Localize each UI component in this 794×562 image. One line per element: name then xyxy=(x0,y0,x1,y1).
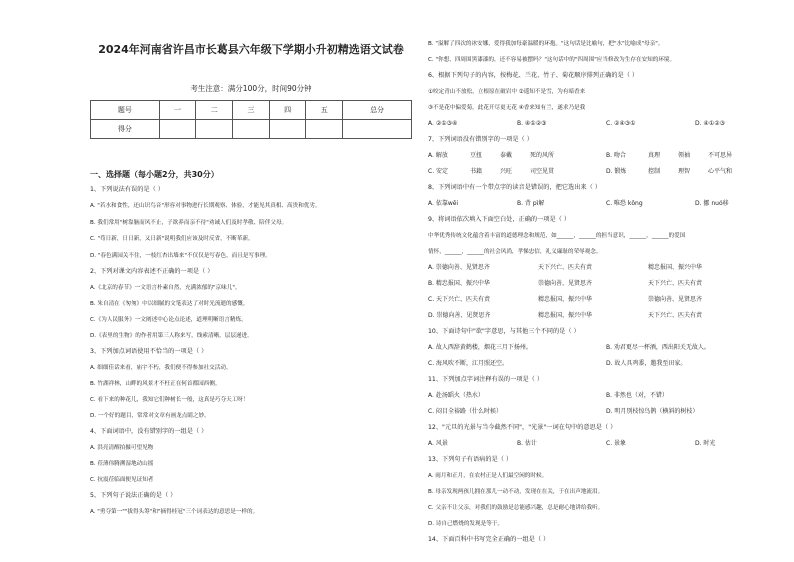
option-line: C. "你想，四周围黑漆漆的，还不容易被摆吗？"这句话中的"四周围"应当修改为生存在安知的环境。 xyxy=(428,57,676,63)
option-word: 精忠报国、振兴中华 xyxy=(538,312,593,319)
score-blank-cell xyxy=(196,120,233,139)
option-word: 控制 xyxy=(648,168,661,175)
question-line: 10、下面诗句中"欲"字意思，与其他三个不同的是（ ） xyxy=(428,328,580,335)
score-cell: 二 xyxy=(196,101,233,120)
option: A. 依靠wēi xyxy=(428,200,459,207)
q9-options-row xyxy=(428,296,784,304)
option: C. ②④③① xyxy=(606,120,636,127)
option-line: D. 诗自己燃烧的发现是等于。 xyxy=(428,521,503,527)
option: A. 故人西辞黄鹤楼，烟花三月下扬州。 xyxy=(428,344,532,351)
question-line: 8、下列词语中有一个带点字的读音是错误的，把它选出来（ ） xyxy=(428,184,601,191)
score-table-score-row xyxy=(91,120,412,139)
option-word: 真理 xyxy=(648,152,661,159)
score-cell: 三 xyxy=(233,101,270,120)
option: B. 劝君更尽一杯酒，西出阳关无故人。 xyxy=(606,344,710,351)
option: B. 精忠报国、振兴中华 xyxy=(428,280,490,287)
question-line: 1、下列说法有误的是（ ） xyxy=(90,186,164,193)
score-blank-cell xyxy=(306,120,343,139)
exam-title: 2024年河南省许昌市长葛县六年级下学期小升初精选语文试卷 xyxy=(98,43,404,56)
question-line: 7、下列词语没有错别字的一项是（ ） xyxy=(428,136,533,143)
option-line: C. 父亲不让父亲，对我们的鼓励是总能感兴趣，总是耐心地讲给我听。 xyxy=(428,505,604,511)
option: B. 估计 xyxy=(517,440,537,447)
q7-options-row xyxy=(428,152,784,160)
q9-options-row xyxy=(428,280,784,288)
question-line: 2、下列对课文内容表述不正确的一项是（ ） xyxy=(90,268,214,275)
q6-options xyxy=(428,120,784,128)
option-line: A. 洪亮清醒拍摄可望见物 xyxy=(90,445,154,451)
q11-options-row xyxy=(428,408,784,416)
score-blank-cell xyxy=(233,120,270,139)
option-word: 司空见贯 xyxy=(530,168,555,175)
option-word: 泰戴 xyxy=(500,152,513,159)
option: C. 唯恐 kǒng xyxy=(606,200,643,207)
exam-notice: 考生注意：满分100分，时间90分钟 xyxy=(190,84,312,93)
option-word: 崇德向善、见贤思齐 xyxy=(648,296,703,303)
section-heading: 一、选择题（每小题2分，共30分） xyxy=(90,170,219,179)
question-line: 14、下面百科中书写完全正确的一组是（ ） xyxy=(428,536,550,543)
option: A. 风景 xyxy=(428,440,448,447)
score-table-header-row xyxy=(91,101,412,120)
option: B. ④①②③ xyxy=(517,120,547,127)
option: A. 赴汤蹈火（热水） xyxy=(428,392,484,399)
q7-options-row xyxy=(428,168,784,176)
option-word: 天下兴亡、匹夫有责 xyxy=(648,312,703,319)
option-word: 兴旺 xyxy=(500,168,513,175)
option: D. 时光 xyxy=(695,440,716,447)
option-line: B. 朱自清在《匆匆》中以细腻的文笔表达了对时光流逝的感慨。 xyxy=(90,301,249,307)
option-word: 死的风所 xyxy=(530,152,555,159)
option-word: 书籍 xyxy=(470,168,483,175)
option: D. 崇德向善、见贤思齐 xyxy=(428,312,491,319)
question-line: 4、下面词语中，没有错别字的一组是（ ） xyxy=(90,428,208,435)
option-word: 崇德向善、见贤思齐 xyxy=(538,280,593,287)
option-line: C. 看下来的种花儿，我知它们种树长一般，这真是巧夺天工呀！ xyxy=(90,397,249,403)
option-line: B. "溢解了四次的冰安娜，爱得我加每豪温暖的环抱。"这句话是比喻句，把"水"比喻成"母亲"。 xyxy=(428,41,664,47)
option-word: 理智 xyxy=(678,168,691,175)
q9-options-row xyxy=(428,264,784,272)
option-line: B. 我们常用"树靠脑而风不止，子欲养而亲不待"劝诫人们及时孝敬、陪伴父母。 xyxy=(90,220,288,226)
score-cell: 一 xyxy=(159,101,196,120)
option-line: A. 细细佳话来看，庙宇不朽，我们便不得参加社交活动。 xyxy=(90,365,232,371)
question-line: 11、下列加点字词注释有误的一项是（ ） xyxy=(428,376,544,383)
score-blank-cell xyxy=(343,120,412,139)
option-word: 心平气和 xyxy=(708,168,733,175)
poem-line: ③不是花中偏爱菊，此花开尽更无花 ④香来知有兰，遂求乃是我 xyxy=(428,105,586,111)
option: D. ④①②③ xyxy=(695,120,725,127)
passage-line: 中华优秀传统文化蕴含着丰富的道德理念和规范，如______，______的担当意识，______，______的爱国 xyxy=(428,233,686,239)
question-line: 3、下列加点词语使用不恰当的一项是（ ） xyxy=(90,348,208,355)
question-line: 6、根据下列句子的内容，按梅花、兰花、竹子、菊花顺序排列正确的是（ ） xyxy=(428,72,639,79)
option-line: A. "若水和食性，还山识鸟音"形容对事物进行长期观察、体验，才能见其真相、高贵和优劣。 xyxy=(90,203,321,209)
q9-options-row xyxy=(428,312,784,320)
option: A. 解放 xyxy=(428,152,448,159)
q11-options-row xyxy=(428,392,784,400)
option: D. 挪 nuó移 xyxy=(695,200,729,207)
option-word: 精忠报国、振兴中华 xyxy=(538,296,593,303)
option: C. 天下兴亡、匹夫有责 xyxy=(428,296,491,303)
question-line: 5、下列句子说法正确的是（ ） xyxy=(90,492,177,499)
question-line: 12、"元旦的光景与当今截然不同"，"光景"一词在句中的意思是（ ） xyxy=(428,424,617,431)
option-line: D. "春色满园关不住，一枝红杏出墙来"不仅仅是写春色，而且是写事理。 xyxy=(90,253,271,259)
option-word: 豆扭 xyxy=(470,152,483,159)
option-line: C.《为人民服务》一文阐述中心论点论述，道理明晰语言精炼。 xyxy=(90,317,247,323)
option-word: 天下兴亡、匹夫有责 xyxy=(648,280,703,287)
option: C. 海风吹不断，江月照还空。 xyxy=(428,360,509,367)
option: C. 景象 xyxy=(606,440,627,447)
q10-options-row xyxy=(428,344,784,352)
option-line: A. 雨月和正月，在农村正是人们最空闲的时候。 xyxy=(428,473,548,479)
option: C. 安定 xyxy=(428,168,449,175)
score-cell: 总分 xyxy=(343,101,412,120)
score-blank-cell xyxy=(159,120,196,139)
q10-options-row xyxy=(428,360,784,368)
question-line: 9、将词语依次填入下面空白处，正确的一项是（ ） xyxy=(428,216,571,223)
option: D. 明月别枝惊鸟鹊（横斜的树枝） xyxy=(606,408,699,415)
q8-options xyxy=(428,200,784,208)
score-cell: 四 xyxy=(269,101,306,120)
score-cell: 得分 xyxy=(91,120,160,139)
option: D. 锻炼 xyxy=(606,168,627,175)
option-line: D. 一个好的题目，常常对文章有画龙点睛之妙。 xyxy=(90,413,210,419)
option: D. 故人具鸡黍，邀我至田家。 xyxy=(606,360,687,367)
option: C. 闷目全裕路（什么时候） xyxy=(428,408,503,415)
option-word: 领袖 xyxy=(678,152,691,159)
option: A. ②①③④ xyxy=(428,120,458,127)
option-line: C. 抗震莅临面便见证知者 xyxy=(90,477,154,483)
option: B. 背 pì解 xyxy=(517,200,545,207)
score-cell: 五 xyxy=(306,101,343,120)
q12-options xyxy=(428,440,784,448)
option-line: B. 莅薄伟腾溯湿地动山摇 xyxy=(90,461,154,467)
option-word: 天下兴亡、匹夫有责 xyxy=(538,264,593,271)
question-line: 13、下列句子有语病的是（ ） xyxy=(428,456,513,463)
score-blank-cell xyxy=(269,120,306,139)
option-word: 不可思异 xyxy=(708,152,733,159)
option: B. 吻合 xyxy=(606,152,626,159)
score-table xyxy=(90,100,412,139)
option-line: B. 母亲发现两孩儿拥在那儿一动不动，发现在在关，于在出声地流泪。 xyxy=(428,489,604,495)
passage-line: 情怀，______，______的社会风尚，孝悌忠信，礼义廉耻的荣辱观念。 xyxy=(428,249,602,255)
option: B. 非然也（对，不错） xyxy=(606,392,668,399)
option-line: D.《表里的生物》的作者用第三人称来写，线索清晰，层层递进。 xyxy=(90,333,253,339)
option-word: 精忠报国、振兴中华 xyxy=(648,264,703,271)
option: A. 崇德向善、见贤思齐 xyxy=(428,264,490,271)
poem-line: ①咬定青山不放松，立根原在破岩中 ②遥知不是雪，为有暗香来 xyxy=(428,89,586,95)
option-line: A.《北京的春节》一文语言朴素自然，充满浓郁的"京味儿"。 xyxy=(90,285,241,291)
option-line: B. 竹湖祥林，山畔的风景才不枉正在何首都园西侧。 xyxy=(90,381,221,387)
score-cell: 题号 xyxy=(91,101,160,120)
option-line: A. "勇夺第一""拔得头筹"和"摘得桂冠"三个词表达的意思是一样的。 xyxy=(90,509,259,515)
option-line: C. "苟日新，日日新，又日新"说明我们应该及时反省，不断革新。 xyxy=(90,236,254,242)
